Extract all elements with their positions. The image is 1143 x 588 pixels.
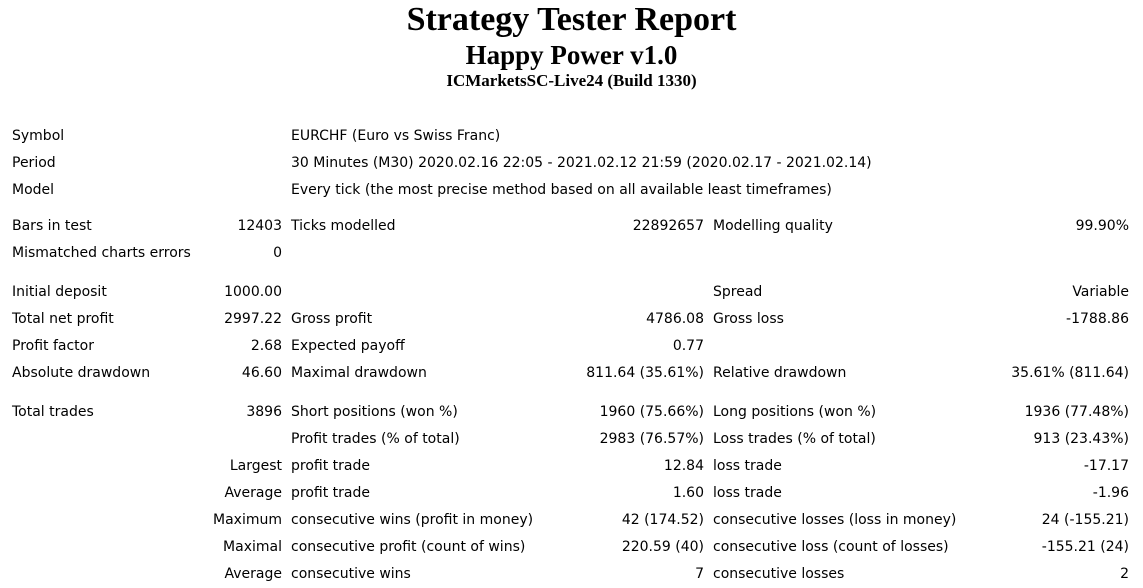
avg-cons-wins-value: 7 (695, 566, 704, 582)
row-period (0, 150, 1143, 177)
total-trades-label: Total trades (12, 404, 94, 420)
period-value: 30 Minutes (M30) 2020.02.16 22:05 - 2021.02.12 21:59 (2020.02.17 - 2021.02.14) (291, 155, 872, 171)
spread-value: Variable (1072, 284, 1129, 300)
avg-cons-wins-label: consecutive wins (291, 566, 411, 582)
abs-drawdown-value: 46.60 (241, 365, 282, 381)
quality-value: 99.90% (1075, 218, 1129, 234)
expected-payoff-value: 0.77 (672, 338, 704, 354)
average-profit-value: 1.60 (672, 485, 704, 501)
long-positions-value: 1936 (77.48%) (1024, 404, 1129, 420)
row-profit-factor (0, 333, 1143, 360)
initial-deposit-value: 1000.00 (224, 284, 282, 300)
quality-label: Modelling quality (713, 218, 833, 234)
period-label: Period (12, 155, 56, 171)
largest-loss-value: -17.17 (1083, 458, 1129, 474)
long-positions-label: Long positions (won %) (713, 404, 877, 420)
bars-label: Bars in test (12, 218, 92, 234)
maximal-cons-profit-value: 220.59 (40) (621, 539, 704, 555)
average-loss-label: loss trade (713, 485, 782, 501)
avg-cons-losses-value: 2 (1120, 566, 1129, 582)
symbol-label: Symbol (12, 128, 65, 144)
row-average (0, 480, 1143, 507)
ticks-label: Ticks modelled (291, 218, 396, 234)
bars-value: 12403 (237, 218, 282, 234)
avg-cons-label: Average (224, 566, 282, 582)
gross-profit-value: 4786.08 (646, 311, 704, 327)
max-drawdown-value: 811.64 (35.61%) (586, 365, 704, 381)
average-label: Average (224, 485, 282, 501)
expert-name: Happy Power v1.0 (465, 40, 678, 70)
loss-trades-label: Loss trades (% of total) (713, 431, 876, 447)
largest-label: Largest (229, 458, 282, 474)
maximum-label: Maximum (213, 512, 282, 528)
row-profit-trades (0, 426, 1143, 453)
rel-drawdown-value: 35.61% (811.64) (1011, 365, 1129, 381)
net-profit-label: Total net profit (12, 311, 114, 327)
row-initial-deposit (0, 279, 1143, 306)
mismatched-label: Mismatched charts errors (12, 245, 191, 261)
mismatched-value: 0 (273, 245, 282, 261)
maximal-cons-loss-label: consecutive loss (count of losses) (713, 539, 949, 555)
maximal-cons-loss-value: -155.21 (24) (1041, 539, 1129, 555)
max-cons-wins-label: consecutive wins (profit in money) (291, 512, 534, 528)
abs-drawdown-label: Absolute drawdown (12, 365, 151, 381)
server-build: ICMarketsSC-Live24 (Build 1330) (446, 71, 697, 90)
spread-label: Spread (713, 284, 763, 300)
row-mismatched (0, 240, 1143, 267)
gross-profit-label: Gross profit (291, 311, 373, 327)
maximal-cons-profit-label: consecutive profit (count of wins) (291, 539, 526, 555)
short-positions-label: Short positions (won %) (291, 404, 458, 420)
ticks-value: 22892657 (632, 218, 704, 234)
profit-trades-value: 2983 (76.57%) (599, 431, 704, 447)
max-cons-losses-value: 24 (-155.21) (1041, 512, 1129, 528)
gross-loss-value: -1788.86 (1066, 311, 1129, 327)
average-profit-label: profit trade (291, 485, 370, 501)
model-value: Every tick (the most precise method based on all available least timeframes) (291, 182, 832, 198)
expected-payoff-label: Expected payoff (291, 338, 405, 354)
model-label: Model (12, 182, 55, 198)
gross-loss-label: Gross loss (713, 311, 784, 327)
avg-cons-losses-label: consecutive losses (713, 566, 845, 582)
row-maximum (0, 507, 1143, 534)
initial-deposit-label: Initial deposit (12, 284, 107, 300)
row-symbol (0, 123, 1143, 150)
rel-drawdown-label: Relative drawdown (713, 365, 847, 381)
average-loss-value: -1.96 (1092, 485, 1129, 501)
largest-profit-value: 12.84 (663, 458, 704, 474)
profit-factor-value: 2.68 (250, 338, 282, 354)
report-header (0, 1, 1143, 91)
row-net-profit (0, 306, 1143, 333)
row-bars (0, 213, 1143, 240)
largest-profit-label: profit trade (291, 458, 370, 474)
symbol-value: EURCHF (Euro vs Swiss Franc) (291, 128, 501, 144)
row-total-trades (0, 399, 1143, 426)
maximal-label: Maximal (223, 539, 282, 555)
row-model (0, 177, 1143, 204)
net-profit-value: 2997.22 (224, 311, 282, 327)
total-trades-value: 3896 (246, 404, 282, 420)
loss-trades-value: 913 (23.43%) (1033, 431, 1129, 447)
max-cons-wins-value: 42 (174.52) (621, 512, 704, 528)
row-maximal (0, 534, 1143, 561)
max-drawdown-label: Maximal drawdown (291, 365, 427, 381)
short-positions-value: 1960 (75.66%) (599, 404, 704, 420)
profit-trades-label: Profit trades (% of total) (291, 431, 460, 447)
report-title: Strategy Tester Report (406, 1, 737, 38)
row-largest (0, 453, 1143, 480)
row-drawdown (0, 360, 1143, 387)
max-cons-losses-label: consecutive losses (loss in money) (713, 512, 957, 528)
profit-factor-label: Profit factor (12, 338, 94, 354)
report-table (0, 123, 1143, 588)
largest-loss-label: loss trade (713, 458, 782, 474)
